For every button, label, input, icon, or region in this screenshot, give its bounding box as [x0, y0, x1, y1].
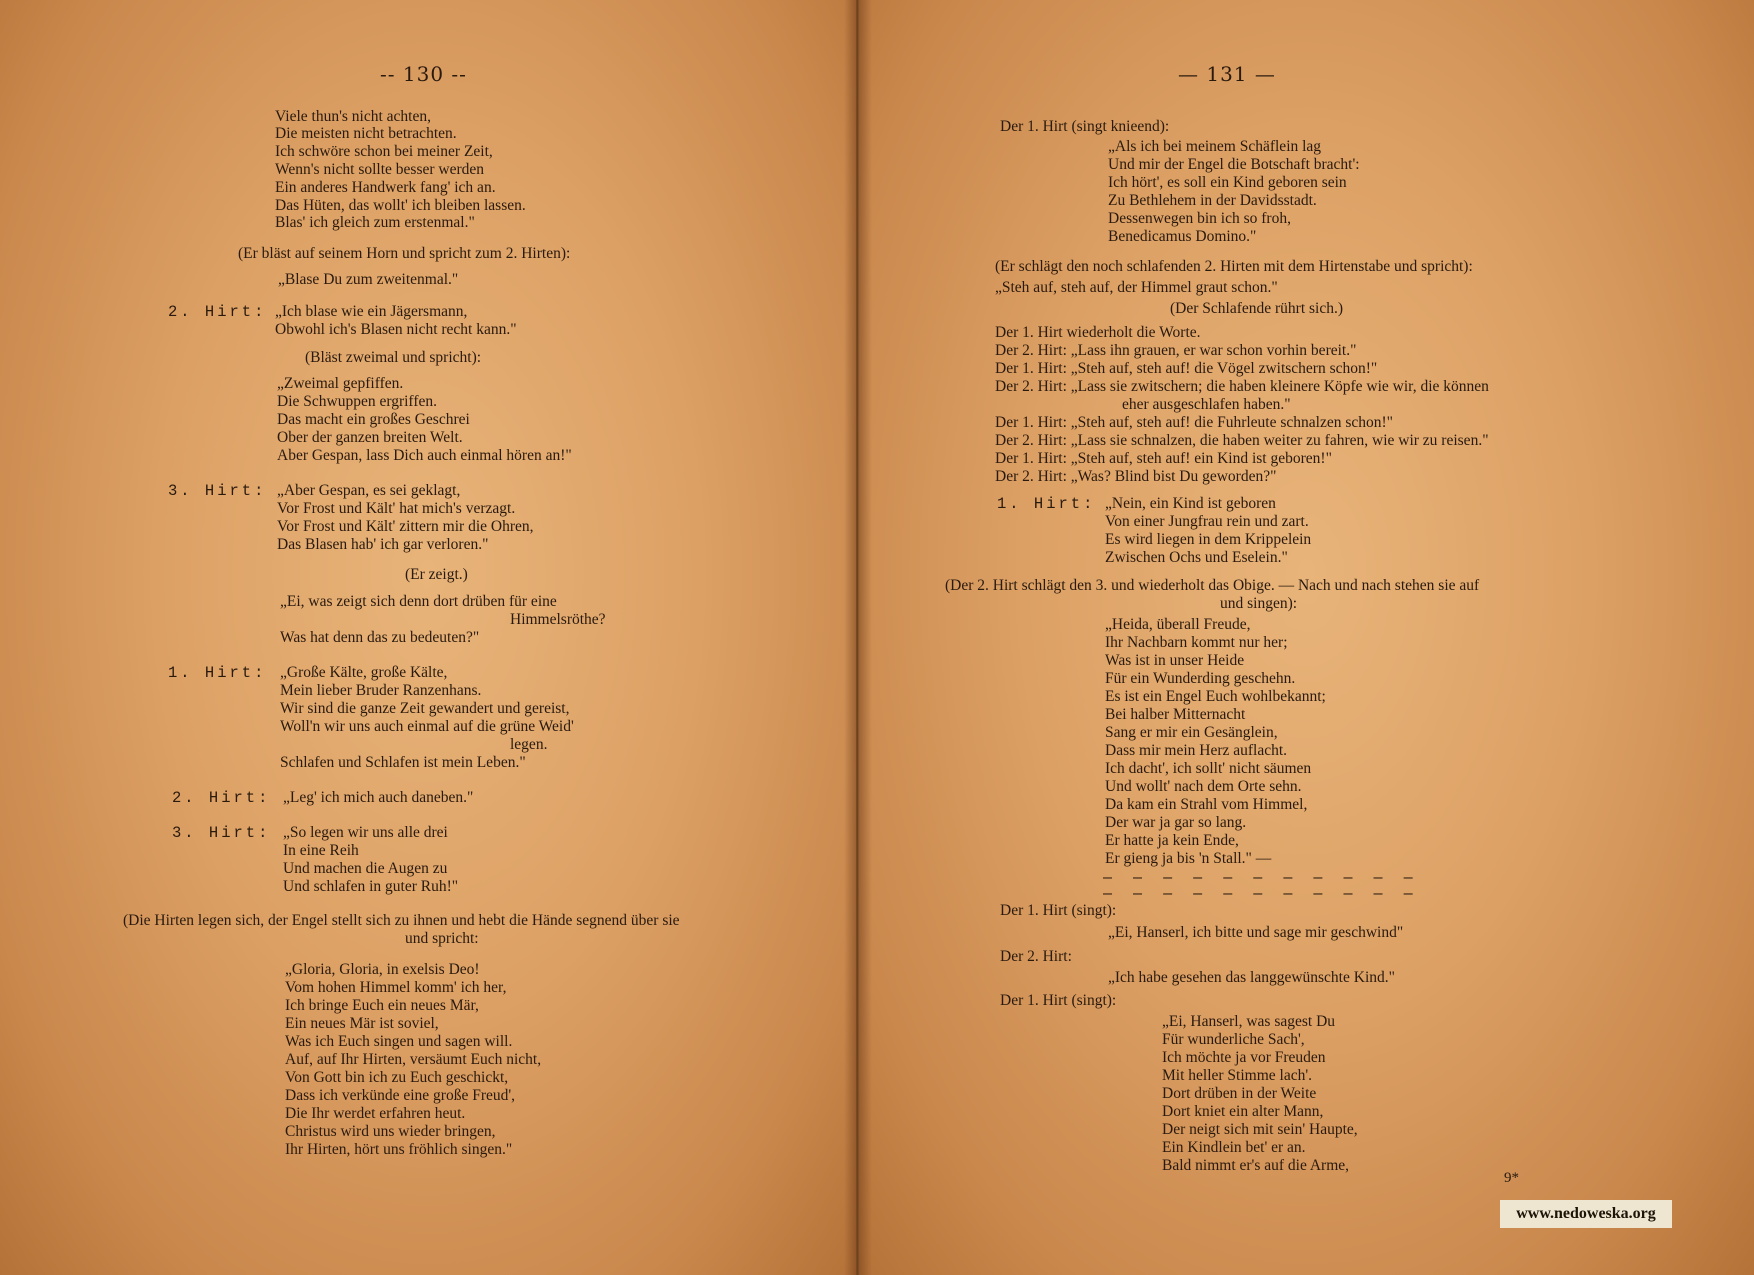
verse-line: Ein neues Mär ist soviel,	[285, 1015, 439, 1032]
verse-line: „Ei, Hanserl, ich bitte und sage mir geschwind"	[1108, 924, 1404, 941]
verse-line: Der 2. Hirt: „Was? Blind bist Du geworden?"	[995, 468, 1277, 485]
verse-line: Dass mir mein Herz auflacht.	[1105, 742, 1288, 759]
verse-line: Er gieng ja bis 'n Stall." —	[1105, 850, 1272, 867]
verse-line: „So legen wir uns alle drei	[283, 824, 448, 841]
verse-line: Der 1. Hirt (singt):	[1000, 992, 1117, 1009]
stage-direction: (Er bläst auf seinem Horn und spricht zum 2. Hirten):	[238, 245, 571, 262]
speaker-label: 1. Hirt:	[168, 664, 267, 682]
verse-line: Woll'n wir uns auch einmal auf die grüne Weid'	[280, 718, 574, 735]
signature-mark: 9*	[1504, 1170, 1519, 1186]
verse-line: Und machen die Augen zu	[283, 860, 448, 877]
verse-line: Der war ja gar so lang.	[1105, 814, 1247, 831]
verse-line: Viele thun's nicht achten,	[275, 108, 431, 125]
verse-line: Und mir der Engel die Botschaft bracht':	[1108, 156, 1360, 173]
verse-line: „Zweimal gepfiffen.	[277, 375, 404, 392]
verse-line: Was ist in unser Heide	[1105, 652, 1245, 669]
verse-line: Zu Bethlehem in der Davidsstadt.	[1108, 192, 1317, 209]
verse-line: Ein anderes Handwerk fang' ich an.	[275, 179, 496, 196]
verse-line: Christus wird uns wieder bringen,	[285, 1123, 496, 1140]
verse-line: Obwohl ich's Blasen nicht recht kann."	[275, 321, 517, 338]
verse-line: Aber Gespan, lass Dich auch einmal hören an!"	[277, 447, 572, 464]
verse-line: Vor Frost und Kält' hat mich's verzagt.	[277, 500, 516, 517]
speaker-label: 2. Hirt:	[172, 789, 271, 807]
right-page	[858, 0, 1754, 1275]
verse-line: Auf, auf Ihr Hirten, versäumt Euch nicht,	[285, 1051, 542, 1068]
page-number: — 131 —	[1178, 62, 1276, 86]
verse-line: „Große Kälte, große Kälte,	[280, 664, 448, 681]
verse-line: Bald nimmt er's auf die Arme,	[1162, 1157, 1350, 1174]
stage-direction: (Er zeigt.)	[405, 566, 468, 583]
stage-direction: und singen):	[1220, 595, 1298, 612]
verse-line: Benedicamus Domino."	[1108, 228, 1257, 245]
verse-line: legen.	[510, 736, 548, 753]
left-page	[0, 0, 858, 1275]
verse-line: „Leg' ich mich auch daneben."	[283, 789, 474, 806]
stage-direction: (Bläst zweimal und spricht):	[305, 349, 482, 366]
verse-line: Vor Frost und Kält' zittern mir die Ohren,	[277, 518, 534, 535]
verse-line: Für ein Wunderding geschehn.	[1105, 670, 1296, 687]
verse-line: Es ist ein Engel Euch wohlbekannt;	[1105, 688, 1326, 705]
verse-line: Was ich Euch singen und sagen will.	[285, 1033, 513, 1050]
verse-line: Blas' ich gleich zum erstenmal."	[275, 214, 475, 231]
verse-line: Die meisten nicht betrachten.	[275, 125, 457, 142]
verse-line: Zwischen Ochs und Eselein."	[1105, 549, 1288, 566]
verse-line: Dort drüben in der Weite	[1162, 1085, 1317, 1102]
verse-line: Der 2. Hirt:	[1000, 948, 1072, 965]
verse-line: Es wird liegen in dem Krippelein	[1105, 531, 1312, 548]
verse-line: Ich bringe Euch ein neues Mär,	[285, 997, 479, 1014]
verse-line: Von einer Jungfrau rein und zart.	[1105, 513, 1309, 530]
verse-line: Der neigt sich mit sein' Haupte,	[1162, 1121, 1358, 1138]
watermark: www.nedoweska.org	[1500, 1200, 1672, 1228]
verse-line: Dessenwegen bin ich so froh,	[1108, 210, 1291, 227]
verse-line: Von Gott bin ich zu Euch geschickt,	[285, 1069, 509, 1086]
verse-line: Da kam ein Strahl vom Himmel,	[1105, 796, 1308, 813]
verse-line: Mit heller Stimme lach'.	[1162, 1067, 1313, 1084]
page-number: -- 130 --	[380, 62, 467, 86]
verse-line: Ich dacht', ich sollt' nicht säumen	[1105, 760, 1312, 777]
dash-separator: — — — — — — — — — — —	[1103, 884, 1419, 902]
verse-line: In eine Reih	[283, 842, 359, 859]
verse-line: „Gloria, Gloria, in exelsis Deo!	[285, 961, 480, 978]
verse-line: Der 1. Hirt (singt knieend):	[1000, 118, 1170, 135]
verse-line: Was hat denn das zu bedeuten?"	[280, 629, 480, 646]
verse-line: Die Ihr werdet erfahren heut.	[285, 1105, 466, 1122]
verse-line: Der 1. Hirt (singt):	[1000, 902, 1117, 919]
speaker-label: 1. Hirt:	[997, 495, 1096, 513]
verse-line: Ober der ganzen breiten Welt.	[277, 429, 463, 446]
verse-line: „Blase Du zum zweitenmal."	[278, 271, 459, 288]
verse-line: Mein lieber Bruder Ranzenhans.	[280, 682, 482, 699]
stage-direction: (Der Schlafende rührt sich.)	[1170, 300, 1344, 317]
verse-line: Sang er mir ein Gesänglein,	[1105, 724, 1278, 741]
verse-line: Das Blasen hab' ich gar verloren."	[277, 536, 489, 553]
verse-line: Ein Kindlein bet' er an.	[1162, 1139, 1306, 1156]
verse-line: „Ich blase wie ein Jägersmann,	[275, 303, 468, 320]
verse-line: Der 2. Hirt: „Lass ihn grauen, er war schon vorhin bereit."	[995, 342, 1357, 359]
verse-line: „Heida, überall Freude,	[1105, 616, 1251, 633]
verse-line: Ich schwöre schon bei meiner Zeit,	[275, 143, 493, 160]
verse-line: „Aber Gespan, es sei geklagt,	[277, 482, 461, 499]
verse-line: Wenn's nicht sollte besser werden	[275, 161, 485, 178]
verse-line: „Ei, Hanserl, was sagest Du	[1162, 1013, 1336, 1030]
verse-line: Der 2. Hirt: „Lass sie schnalzen, die haben weiter zu fahren, wie wir zu reisen."	[995, 432, 1489, 449]
verse-line: Bei halber Mitternacht	[1105, 706, 1246, 723]
verse-line: Das macht ein großes Geschrei	[277, 411, 470, 428]
verse-line: Ich möchte ja vor Freuden	[1162, 1049, 1326, 1066]
verse-line: „Steh auf, steh auf, der Himmel graut schon."	[995, 279, 1278, 296]
verse-line: „Ich habe gesehen das langgewünschte Kind."	[1108, 969, 1395, 986]
verse-line: Dort kniet ein alter Mann,	[1162, 1103, 1324, 1120]
verse-line: Er hatte ja kein Ende,	[1105, 832, 1239, 849]
verse-line: Der 1. Hirt: „Steh auf, steh auf! ein Kind ist geboren!"	[995, 450, 1332, 467]
verse-line: Der 2. Hirt: „Lass sie zwitschern; die haben kleinere Köpfe wie wir, die können	[995, 378, 1489, 395]
speaker-label: 3. Hirt:	[168, 482, 267, 500]
verse-line: „Nein, ein Kind ist geboren	[1105, 495, 1276, 512]
dash-separator: — — — — — — — — — — —	[1103, 868, 1419, 886]
verse-line: Der 1. Hirt: „Steh auf, steh auf! die Vögel zwitschern schon!"	[995, 360, 1378, 377]
verse-line: Die Schwuppen ergriffen.	[277, 393, 437, 410]
stage-direction: (Der 2. Hirt schlägt den 3. und wiederholt das Obige. — Nach und nach stehen sie auf	[945, 577, 1480, 594]
verse-line: Himmelsröthe?	[510, 611, 606, 628]
verse-line: „Ei, was zeigt sich denn dort drüben für eine	[280, 593, 557, 610]
verse-line: Für wunderliche Sach',	[1162, 1031, 1305, 1048]
verse-line: eher ausgeschlafen haben."	[1122, 396, 1291, 413]
verse-line: Ich hört', es soll ein Kind geboren sein	[1108, 174, 1347, 191]
verse-line: Und wollt' nach dem Orte sehn.	[1105, 778, 1302, 795]
verse-line: Das Hüten, das wollt' ich bleiben lassen.	[275, 197, 526, 214]
stage-direction: (Er schlägt den noch schlafenden 2. Hirten mit dem Hirtenstabe und spricht):	[995, 258, 1473, 275]
speaker-label: 3. Hirt:	[172, 824, 271, 842]
verse-line: Vom hohen Himmel komm' ich her,	[285, 979, 507, 996]
verse-line: Ihr Hirten, hört uns fröhlich singen."	[285, 1141, 513, 1158]
speaker-label: 2. Hirt:	[168, 303, 267, 321]
verse-line: „Als ich bei meinem Schäflein lag	[1108, 138, 1322, 155]
verse-line: Wir sind die ganze Zeit gewandert und gereist,	[280, 700, 570, 717]
verse-line: Schlafen und Schlafen ist mein Leben."	[280, 754, 526, 771]
stage-direction: und spricht:	[405, 930, 479, 947]
verse-line: Dass ich verkünde eine große Freud',	[285, 1087, 516, 1104]
book-gutter	[844, 0, 872, 1275]
verse-line: Ihr Nachbarn kommt nur her;	[1105, 634, 1288, 651]
stage-direction: (Die Hirten legen sich, der Engel stellt sich zu ihnen und hebt die Hände segnend über sie	[123, 912, 680, 929]
verse-line: Und schlafen in guter Ruh!"	[283, 878, 459, 895]
verse-line: Der 1. Hirt: „Steh auf, steh auf! die Fuhrleute schnalzen schon!"	[995, 414, 1394, 431]
verse-line: Der 1. Hirt wiederholt die Worte.	[995, 324, 1201, 341]
